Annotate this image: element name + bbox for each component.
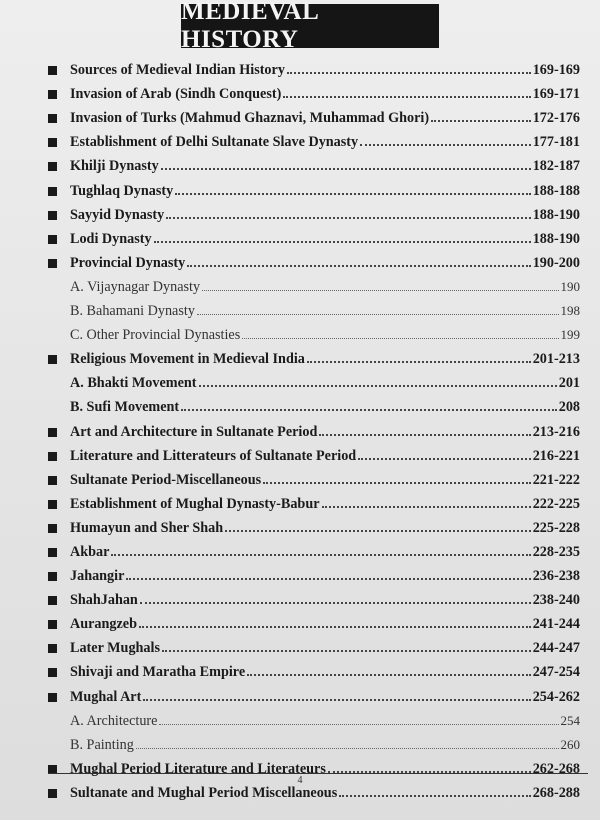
toc-entry [48,319,580,343]
toc-entry-label: Shivaji and Maratha Empire [70,664,246,681]
toc-entry-pages: 236-238 [532,568,580,585]
toc-entry [48,632,580,656]
toc-entry-label: Sultanate and Mughal Period Miscellaneous [70,784,338,801]
dot-leader [143,698,530,701]
toc-entry [48,343,580,367]
toc-entry-label: Sources of Medieval Indian History [70,62,285,79]
toc-entry-pages: 228-235 [532,543,580,560]
toc-entry-label: Provincial Dynasty [70,254,186,271]
toc-entry-pages: 198 [560,303,580,319]
toc-entry [48,247,580,271]
toc-entry-pages: 216-221 [532,447,580,464]
toc-entry [48,295,580,319]
square-bullet-icon [48,548,57,557]
toc-entry-label: Later Mughals [70,640,160,657]
toc-entry-label: Mughal Period Literature and Literateurs [70,760,326,777]
toc-entry [48,560,580,584]
toc-entry-label: Lodi Dynasty [70,230,152,247]
toc-entry [48,367,580,391]
square-bullet-icon [48,476,57,485]
toc-entry-label: A. Architecture [70,712,158,729]
toc-entry-label: Establishment of Delhi Sultanate Slave Dynasty [70,134,359,151]
toc-entry-label: B. Bahamani Dynasty [70,303,195,320]
dot-leader [175,192,531,195]
toc-entry-label: Invasion of Turks (Mahmud Ghaznavi, Muhammad Ghori) [70,110,430,127]
toc-entry-pages: 177-181 [532,134,580,151]
square-bullet-icon [48,572,57,581]
toc-entry [48,78,580,102]
square-bullet-icon [48,789,57,798]
bottom-divider [48,773,588,774]
toc-entry-label: A. Vijaynagar Dynasty [70,278,201,295]
square-bullet-icon [48,524,57,533]
toc-entry-pages: 169-171 [532,86,580,103]
square-bullet-icon [48,235,57,244]
toc-entry-label: Jahangir [70,568,125,585]
toc-entry [48,415,580,439]
square-bullet-icon [48,114,57,123]
square-bullet-icon [48,620,57,629]
toc-entry-label: Sayyid Dynasty [70,206,165,223]
toc-entry-pages: 262-268 [532,760,580,777]
square-bullet-icon [48,596,57,605]
toc-entry-pages: 260 [560,736,580,752]
dot-leader [159,723,558,725]
toc-entry-pages: 221-222 [532,471,580,488]
toc-entry-pages: 244-247 [532,640,580,657]
toc-entry-label: ShahJahan [70,592,138,609]
toc-entry-label: Khilji Dynasty [70,158,159,175]
toc-entry [48,199,580,223]
toc-entry-label: B. Sufi Movement [70,399,180,416]
toc-entry-label: Aurangzeb [70,616,137,633]
dot-leader [187,264,530,267]
square-bullet-icon [48,668,57,677]
toc-entry [48,102,580,126]
dot-leader [283,95,530,98]
toc-entry-pages: 172-176 [532,110,580,127]
toc-entry-label: Literature and Litterateurs of Sultanate Period [70,447,357,464]
toc-entry [48,680,580,704]
dot-leader [263,481,531,484]
toc-entry-label: Humayun and Sher Shah [70,519,224,536]
dot-leader [166,216,530,219]
dot-leader [111,553,530,556]
toc-entry-label: Tughlaq Dynasty [70,182,174,199]
section-title: MEDIEVAL HISTORY [181,4,439,48]
toc-entry-pages: 254-262 [532,688,580,705]
toc-entry-label: Akbar [70,543,110,560]
toc-entry-pages: 254 [560,712,580,728]
toc-entry-label: Mughal Art [70,688,142,705]
dot-leader [181,408,557,411]
dot-leader [287,71,531,74]
dot-leader [126,577,530,580]
square-bullet-icon [48,162,57,171]
toc-entry [48,223,580,247]
dot-leader [162,649,531,652]
dot-leader [199,384,557,387]
toc-entry [48,512,580,536]
toc-entry [48,656,580,680]
page-number: 4 [297,775,303,786]
square-bullet-icon [48,355,57,364]
dot-leader [136,747,559,749]
square-bullet-icon [48,211,57,220]
toc-entry-pages: 199 [560,327,580,343]
dot-leader [247,673,531,676]
toc-entry-label: Invasion of Arab (Sindh Conquest) [70,86,282,103]
toc-entry [48,488,580,512]
toc-entry-label: A. Bhakti Movement [70,375,197,392]
toc-entry-pages: 238-240 [532,592,580,609]
toc-entry-pages: 201 [558,375,580,392]
toc-entry [48,536,580,560]
toc-entry-label: Religious Movement in Medieval India [70,351,305,368]
toc-entry-pages: 201-213 [532,351,580,368]
square-bullet-icon [48,693,57,702]
dot-leader [202,289,558,291]
toc-entry-pages: 241-244 [532,616,580,633]
dot-leader [339,794,530,797]
toc-entry-pages: 188-188 [532,182,580,199]
dot-leader [431,119,531,122]
toc-entry-label: Establishment of Mughal Dynasty-Babur [70,495,320,512]
toc-entry [48,729,580,753]
toc-entry-pages: 188-190 [532,206,580,223]
toc-entry-pages: 182-187 [532,158,580,175]
toc-entry [48,464,580,488]
toc-entry-pages: 213-216 [532,423,580,440]
toc-entry [48,584,580,608]
toc-entry-pages: 268-288 [532,784,580,801]
square-bullet-icon [48,138,57,147]
toc-entry [48,150,580,174]
toc-entry [48,440,580,464]
square-bullet-icon [48,500,57,509]
dot-leader [154,240,531,243]
toc-entry [48,271,580,295]
dot-leader [161,167,531,170]
square-bullet-icon [48,644,57,653]
square-bullet-icon [48,66,57,75]
toc-entry-label: Sultanate Period-Miscellaneous [70,471,262,488]
toc-entry-pages: 190-200 [532,254,580,271]
toc-entry-label: Art and Architecture in Sultanate Period [70,423,318,440]
square-bullet-icon [48,259,57,268]
square-bullet-icon [48,90,57,99]
toc-entry [48,54,580,78]
square-bullet-icon [48,452,57,461]
table-of-contents [48,54,580,801]
square-bullet-icon [48,187,57,196]
toc-entry [48,705,580,729]
toc-entry [48,126,580,150]
dot-leader [307,360,531,363]
dot-leader [197,313,559,315]
toc-entry-pages: 190 [560,278,580,294]
dot-leader [319,433,530,436]
toc-entry-pages: 222-225 [532,495,580,512]
toc-entry-pages: 188-190 [532,230,580,247]
dot-leader [140,601,531,604]
toc-entry-label: B. Painting [70,736,134,753]
toc-entry-pages: 208 [558,399,580,416]
toc-entry-pages: 169-169 [532,62,580,79]
dot-leader [242,337,558,339]
toc-entry-pages: 247-254 [532,664,580,681]
toc-entry [48,608,580,632]
toc-entry [48,391,580,415]
dot-leader [358,457,531,460]
square-bullet-icon [48,428,57,437]
toc-entry-pages: 225-228 [532,519,580,536]
dot-leader [225,529,531,532]
dot-leader [360,143,531,146]
dot-leader [139,625,531,628]
dot-leader [322,505,531,508]
toc-entry-label: C. Other Provincial Dynasties [70,327,241,344]
toc-entry [48,174,580,198]
